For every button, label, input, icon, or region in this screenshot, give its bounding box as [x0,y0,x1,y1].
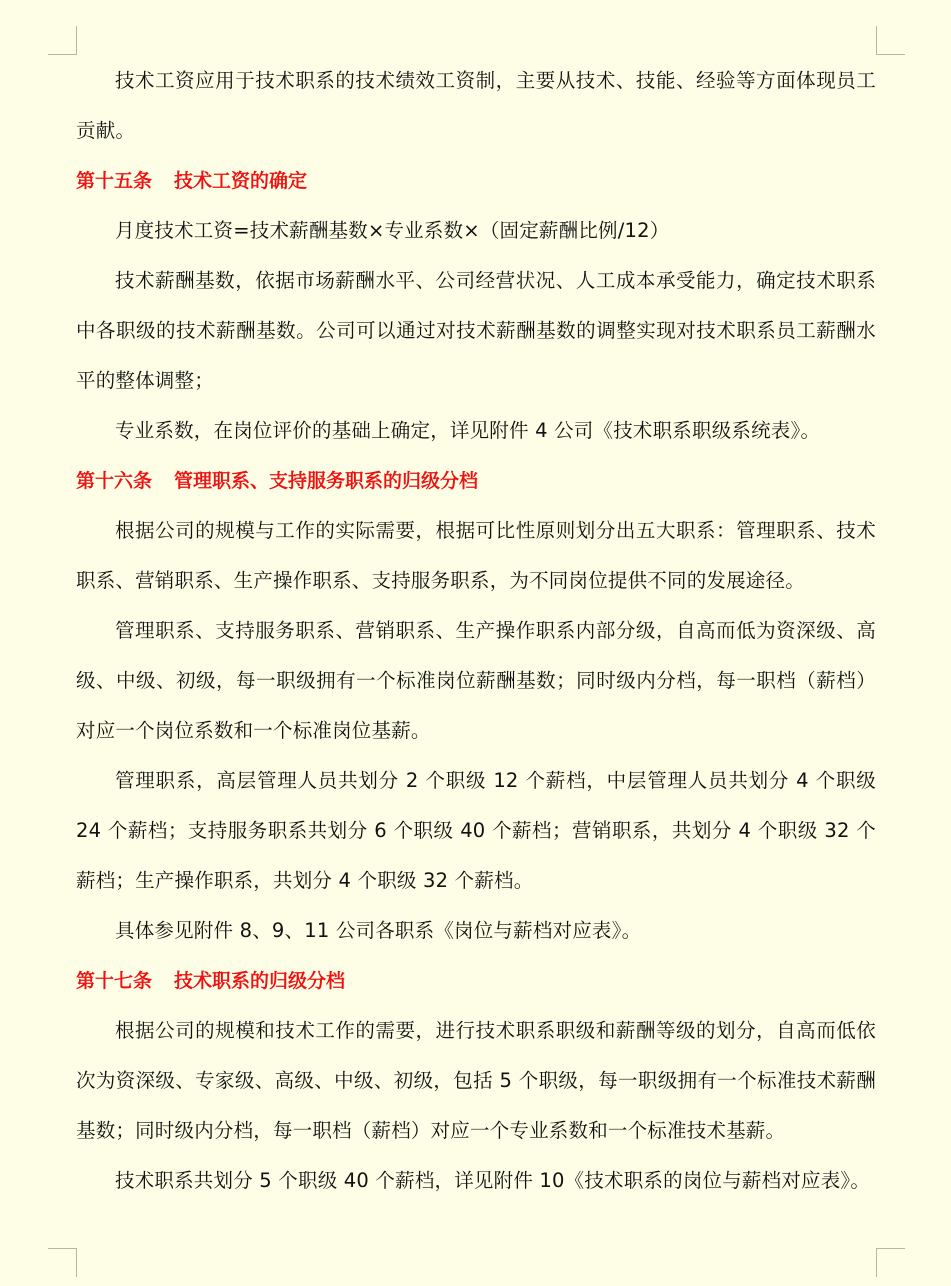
paragraph: 根据公司的规模与工作的实际需要，根据可比性原则划分出五大职系：管理职系、技术职系、营销职系、生产操作职系、支持服务职系，为不同岗位提供不同的发展途径。 [76,519,876,592]
paragraph: 管理职系、支持服务职系、营销职系、生产操作职系内部分级，自高而低为资深级、高级、中级、初级，每一职级拥有一个标准岗位薪酬基数；同时级内分档，每一职档（薪档）对应一个岗位系数和一个标准岗位基薪。 [76,619,876,742]
crop-mark-top-left [48,26,77,55]
article-heading [76,456,876,506]
crop-mark-bottom-left [48,1248,77,1277]
crop-mark-bottom-right [876,1248,905,1277]
article-number: 第十六条 [76,470,153,492]
paragraph: 专业系数，在岗位评价的基础上确定，详见附件 4 公司《技术职系职级系统表》。 [115,419,821,442]
article-title: 技术职系的归级分档 [174,970,346,992]
paragraph: 技术工资应用于技术职系的技术绩效工资制，主要从技术、技能、经验等方面体现员工贡献。 [76,69,876,142]
article-title: 技术工资的确定 [174,170,308,192]
paragraph: 具体参见附件 8、9、11 公司各职系《岗位与薪档对应表》。 [115,919,642,942]
paragraph: 月度技术工资=技术薪酬基数×专业系数×（固定薪酬比例/12） [115,219,670,242]
article-title: 管理职系、支持服务职系的归级分档 [174,470,479,492]
article-heading [76,956,876,1006]
article-number: 第十五条 [76,170,153,192]
paragraph: 技术薪酬基数，依据市场薪酬水平、公司经营状况、人工成本承受能力，确定技术职系中各职级的技术薪酬基数。公司可以通过对技术薪酬基数的调整实现对技术职系员工薪酬水平的整体调整； [76,269,876,392]
paragraph: 管理职系，高层管理人员共划分 2 个职级 12 个薪档，中层管理人员共划分 4 个职级 24 个薪档；支持服务职系共划分 6 个职级 40 个薪档；营销职系，共划分 4 个职级 32 个薪档；生产操作职系，共划分 4 个职级 32 个薪档。 [76,769,876,892]
document-body [76,56,876,1206]
paragraph: 根据公司的规模和技术工作的需要，进行技术职系职级和薪酬等级的划分，自高而低依次为资深级、专家级、高级、中级、初级，包括 5 个职级，每一职级拥有一个标准技术薪酬基数；同时级内分档，每一职档（薪档）对应一个专业系数和一个标准技术基薪。 [76,1019,876,1142]
article-number: 第十七条 [76,970,153,992]
article-heading [76,156,876,206]
crop-mark-top-right [876,26,905,55]
paragraph: 技术职系共划分 5 个职级 40 个薪档，详见附件 10《技术职系的岗位与薪档对应表》。 [115,1169,871,1192]
